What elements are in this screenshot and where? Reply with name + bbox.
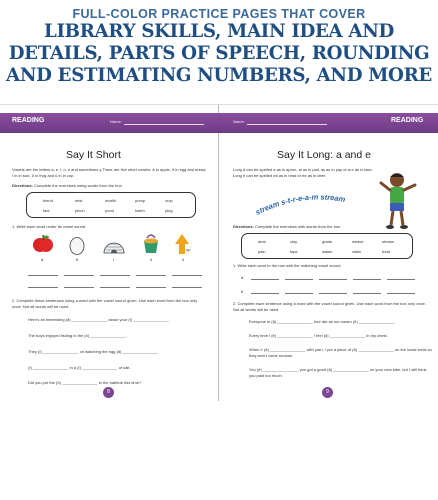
right-question-1: 1. Write each word in the row with the matching vowel sound. — [233, 263, 342, 268]
answer-line[interactable] — [251, 293, 279, 294]
answer-line[interactable] — [28, 287, 58, 288]
word-box-word: deal — [258, 239, 266, 244]
left-page-title: Say It Short — [66, 149, 121, 161]
answer-line[interactable] — [285, 279, 313, 280]
answer-line[interactable] — [353, 293, 381, 294]
left-sentence: They (ĭ) ________________ on watching the egg (ă) ________________ — [28, 349, 159, 354]
word-box-word: crop — [165, 198, 173, 203]
right-sentence: Every time I (ē) ________________ I feel (ā) ________________ in my chest. — [249, 333, 388, 338]
right-sentence: You (ē) ________________ you got a good (ā) ________________ on your new bike, but I still think you paid too much. — [249, 367, 427, 378]
word-box-word: waste — [322, 249, 333, 254]
egg-icon — [68, 235, 86, 255]
apple-icon — [32, 233, 54, 255]
vowel-label: ĭ — [113, 257, 115, 262]
svg-text:stream s-t-r-e-a-m stream — [254, 192, 346, 216]
word-box-word: blend — [43, 198, 53, 203]
answer-line[interactable] — [100, 287, 130, 288]
promo-banner — [0, 0, 438, 100]
left-question-2: 2. Complete these sentences using a word with the vowel sound given. Use each word from the box only once. Not all words will be used. — [12, 298, 198, 309]
answer-line[interactable] — [353, 279, 381, 280]
banner-headline-line-1: LIBRARY SKILLS, MAIN IDEA AND — [43, 21, 395, 42]
up-label: up — [186, 247, 191, 252]
answer-line[interactable] — [100, 275, 130, 276]
banner-headline-line-3: AND ESTIMATING NUMBERS, AND MORE — [6, 65, 432, 86]
right-page-title: Say It Long: a and e — [277, 149, 371, 161]
answer-line[interactable] — [172, 275, 202, 276]
word-box-word: hatch — [135, 208, 145, 213]
igloo-icon — [103, 236, 125, 254]
left-question-1: 1. Write each word under its vowel sound. — [12, 224, 87, 229]
right-directions — [233, 224, 429, 230]
left-sentence: (ĭ) ________________ in a (ĭ) ________________ of salt. — [28, 365, 131, 370]
word-box-word: health — [105, 198, 116, 203]
vowel-label: ă — [41, 257, 44, 262]
answer-line[interactable] — [64, 275, 94, 276]
right-intro: Long ā can be spelled a as in apron, ai as in pail, ay as in pay or a-e as in lake. Long ē can be spelled ea as in read or ee as in deer. — [233, 167, 373, 178]
answer-line[interactable] — [387, 293, 415, 294]
left-directions-text: Complete the exercises using words from the box. — [34, 183, 123, 188]
left-intro: Vowels are the letters a, e, i, o, u and sometimes y.There are five short vowels: ă in apple, ĕ in egg and bread, ĭ in in sick, ŏ in frog and ŭ in in cup. — [12, 167, 207, 178]
left-header-tag: READING — [12, 117, 45, 124]
right-name-label: Name: — [233, 119, 245, 124]
right-directions-label: Directions: — [233, 224, 254, 229]
right-word-box — [241, 233, 413, 259]
word-box-word: treat — [382, 249, 391, 254]
left-page-header — [0, 113, 219, 133]
word-box-word: mist — [75, 198, 83, 203]
answer-line[interactable] — [319, 279, 347, 280]
answer-line[interactable] — [136, 275, 166, 276]
banner-subtitle: FULL-COLOR PRACTICE PAGES THAT COVER — [72, 7, 366, 21]
stream-text: stream s-t-r-e-a-m stream — [253, 192, 347, 217]
vowel-label: ŭ — [182, 257, 185, 262]
page-number-badge: 8 — [103, 387, 114, 398]
row-vowel-label: ā — [241, 275, 244, 280]
right-sentence: Everyone in (ā) ________________ four ate an ice-cream (ē) ________________ — [249, 319, 395, 324]
banner-headline-line-2: DETAILS, PARTS OF SPEECH, ROUNDING — [8, 43, 430, 64]
vowel-label: ĕ — [76, 257, 79, 262]
left-name-line — [124, 124, 204, 125]
word-box-word: pinch — [75, 208, 85, 213]
word-box-word: pump — [135, 198, 146, 203]
left-sentence: Here's an interesting (ă) ________________ about your (ĭ) ________________ — [28, 317, 169, 322]
word-box-word: clay — [290, 239, 298, 244]
left-directions — [12, 183, 208, 189]
word-box-word: fact — [43, 208, 50, 213]
row-vowel-label: ē — [241, 289, 244, 294]
workbook-spread — [0, 104, 438, 400]
bucket-icon — [141, 233, 161, 255]
answer-line[interactable] — [172, 287, 202, 288]
left-sentence: Did you put the (ŏ) ________________ in the bathtub this time? — [28, 380, 142, 385]
right-header-tag: READING — [391, 117, 424, 124]
word-box-word: pond — [105, 208, 114, 213]
right-directions-text: Complete the exercises with words from the box. — [255, 224, 342, 229]
left-sentence: The boys enjoyed fishing in the (ŏ) ________________. — [28, 333, 127, 338]
word-box-word: pain — [258, 249, 266, 254]
word-box-word: weave — [352, 239, 364, 244]
answer-line[interactable] — [64, 287, 94, 288]
right-page-header — [219, 113, 438, 133]
word-box-word: stream — [382, 239, 395, 244]
answer-line[interactable] — [28, 275, 58, 276]
vowel-label: ŏ — [150, 257, 153, 262]
left-name-label: Name: — [110, 119, 122, 124]
answer-line[interactable] — [251, 279, 279, 280]
stream-wordart — [253, 185, 381, 221]
right-page — [219, 105, 438, 401]
answer-line[interactable] — [319, 293, 347, 294]
word-box-word: tape — [290, 249, 298, 254]
word-box-word: claim — [352, 249, 362, 254]
right-sentence: When 2 (ā) ________________ with yarn, I put a piece of (ā) ________________ on the loose ends so they won't come undone. — [249, 347, 432, 358]
answer-line[interactable] — [285, 293, 313, 294]
word-box-word: grade — [322, 239, 333, 244]
right-name-line — [247, 124, 327, 125]
answer-line[interactable] — [136, 287, 166, 288]
answer-line[interactable] — [387, 279, 415, 280]
left-word-box — [26, 192, 196, 218]
left-directions-label: Directions: — [12, 183, 33, 188]
left-page — [0, 105, 219, 401]
right-question-2: 2. Complete each sentence using a word with the vowel sound given. Use each word from the box only once. Not all words will be used. — [233, 301, 426, 312]
empty-bottom-area — [0, 402, 438, 500]
word-box-word: plug — [165, 208, 173, 213]
page-number-badge: 9 — [322, 387, 333, 398]
